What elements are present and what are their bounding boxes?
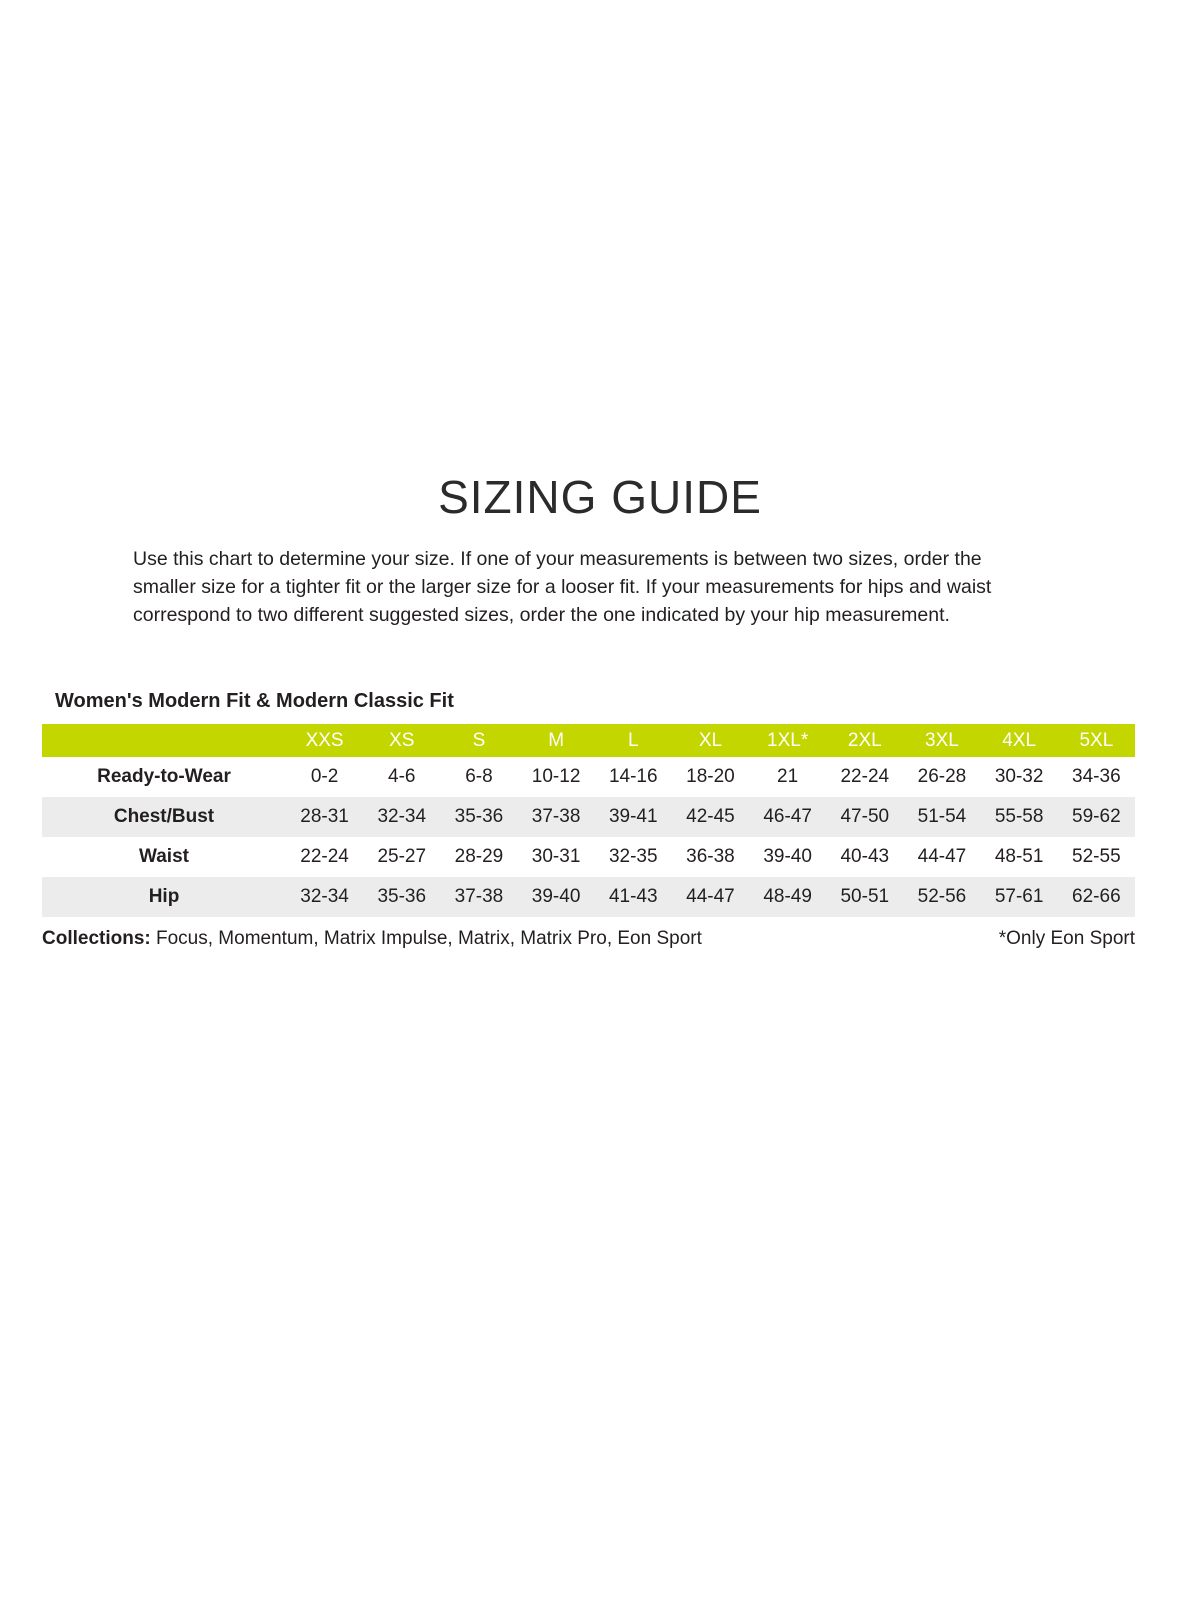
table-cell: 32-35 bbox=[608, 846, 658, 867]
table-cell: 34-36 bbox=[1072, 766, 1121, 787]
table-cell: 37-38 bbox=[454, 886, 504, 907]
table-cell: 57-61 bbox=[994, 886, 1044, 907]
table-cell: 22-24 bbox=[840, 766, 890, 787]
header-cell-m: M bbox=[518, 724, 595, 757]
table-cell: 35-36 bbox=[377, 886, 427, 907]
table-cell: 26-28 bbox=[917, 766, 967, 787]
table-row-chest-bust bbox=[42, 797, 1135, 837]
table-cell: 21 bbox=[777, 766, 799, 787]
table-cell: 52-56 bbox=[917, 886, 967, 907]
table-cell: 62-66 bbox=[1072, 886, 1121, 907]
table-row-hip bbox=[42, 877, 1135, 917]
table-cell: 41-43 bbox=[608, 886, 658, 907]
table-cell: 32-34 bbox=[300, 886, 349, 907]
table-cell: 36-38 bbox=[686, 846, 735, 867]
table-cell: 35-36 bbox=[454, 806, 504, 827]
table-footer bbox=[42, 928, 1135, 950]
table-cell: 39-40 bbox=[531, 886, 581, 907]
table-cell: 47-50 bbox=[840, 806, 890, 827]
table-cell: 39-40 bbox=[763, 846, 812, 867]
table-cell: 46-47 bbox=[763, 806, 812, 827]
header-cell-xl: XL bbox=[672, 724, 749, 757]
table-cell: 14-16 bbox=[608, 766, 658, 787]
table-cell: 10-12 bbox=[531, 766, 581, 787]
table-cell: 39-41 bbox=[608, 806, 658, 827]
table-cell: 18-20 bbox=[686, 766, 735, 787]
intro-text: Use this chart to determine your size. If one of your measurements is between two sizes, order the smaller size for a tighter fit or the larger size for a looser fit. If your measurements for hips and waist correspond to two different suggested sizes, order the one indicated by your hip measurement. bbox=[133, 548, 992, 626]
table-cell: 28-31 bbox=[300, 806, 349, 827]
table-cell: 25-27 bbox=[377, 846, 427, 867]
header-empty-cell bbox=[42, 724, 286, 757]
row-label: Waist bbox=[139, 846, 189, 867]
row-label: Ready-to-Wear bbox=[97, 766, 231, 787]
header-cell-2xl: 2XL bbox=[826, 724, 903, 757]
table-cell: 30-31 bbox=[531, 846, 581, 867]
table-cell: 4-6 bbox=[388, 766, 416, 787]
header-cell-s: S bbox=[440, 724, 517, 757]
collections-text bbox=[42, 928, 702, 950]
table-cell: 59-62 bbox=[1072, 806, 1121, 827]
table-cell: 30-32 bbox=[994, 766, 1044, 787]
page-title: SIZING GUIDE bbox=[438, 471, 762, 523]
header-cell-4xl: 4XL bbox=[981, 724, 1058, 757]
row-label: Hip bbox=[148, 886, 180, 907]
table-cell: 44-47 bbox=[686, 886, 735, 907]
footnote: *Only Eon Sport bbox=[998, 928, 1135, 949]
header-cell-1xl: 1XL* bbox=[749, 724, 826, 757]
table-cell: 22-24 bbox=[300, 846, 349, 867]
section-heading: Women's Modern Fit & Modern Classic Fit bbox=[55, 690, 454, 712]
size-table-header-row bbox=[42, 724, 1135, 757]
header-cell-3xl: 3XL bbox=[903, 724, 980, 757]
table-cell: 42-45 bbox=[686, 806, 735, 827]
header-cell-xs: XS bbox=[363, 724, 440, 757]
collections-list: Focus, Momentum, Matrix Impulse, Matrix, Matrix Pro, Eon Sport bbox=[150, 928, 702, 949]
table-cell: 44-47 bbox=[917, 846, 967, 867]
table-cell: 0-2 bbox=[310, 766, 339, 787]
table-cell: 55-58 bbox=[994, 806, 1044, 827]
table-cell: 28-29 bbox=[454, 846, 504, 867]
header-cell-5xl: 5XL bbox=[1058, 724, 1135, 757]
size-table bbox=[42, 724, 1135, 917]
collections-label: Collections: bbox=[42, 928, 151, 949]
row-label: Chest/Bust bbox=[113, 806, 215, 827]
table-cell: 50-51 bbox=[840, 886, 890, 907]
table-cell: 48-49 bbox=[763, 886, 812, 907]
table-cell: 40-43 bbox=[840, 846, 890, 867]
table-cell: 37-38 bbox=[531, 806, 581, 827]
table-cell: 52-55 bbox=[1072, 846, 1121, 867]
table-cell: 48-51 bbox=[994, 846, 1044, 867]
header-cell-xxs: XXS bbox=[286, 724, 363, 757]
table-cell: 32-34 bbox=[377, 806, 427, 827]
table-row-waist bbox=[42, 837, 1135, 877]
table-cell: 51-54 bbox=[917, 806, 967, 827]
table-cell: 6-8 bbox=[465, 766, 493, 787]
table-row-ready-to-wear bbox=[42, 757, 1135, 797]
header-cell-l: L bbox=[595, 724, 672, 757]
